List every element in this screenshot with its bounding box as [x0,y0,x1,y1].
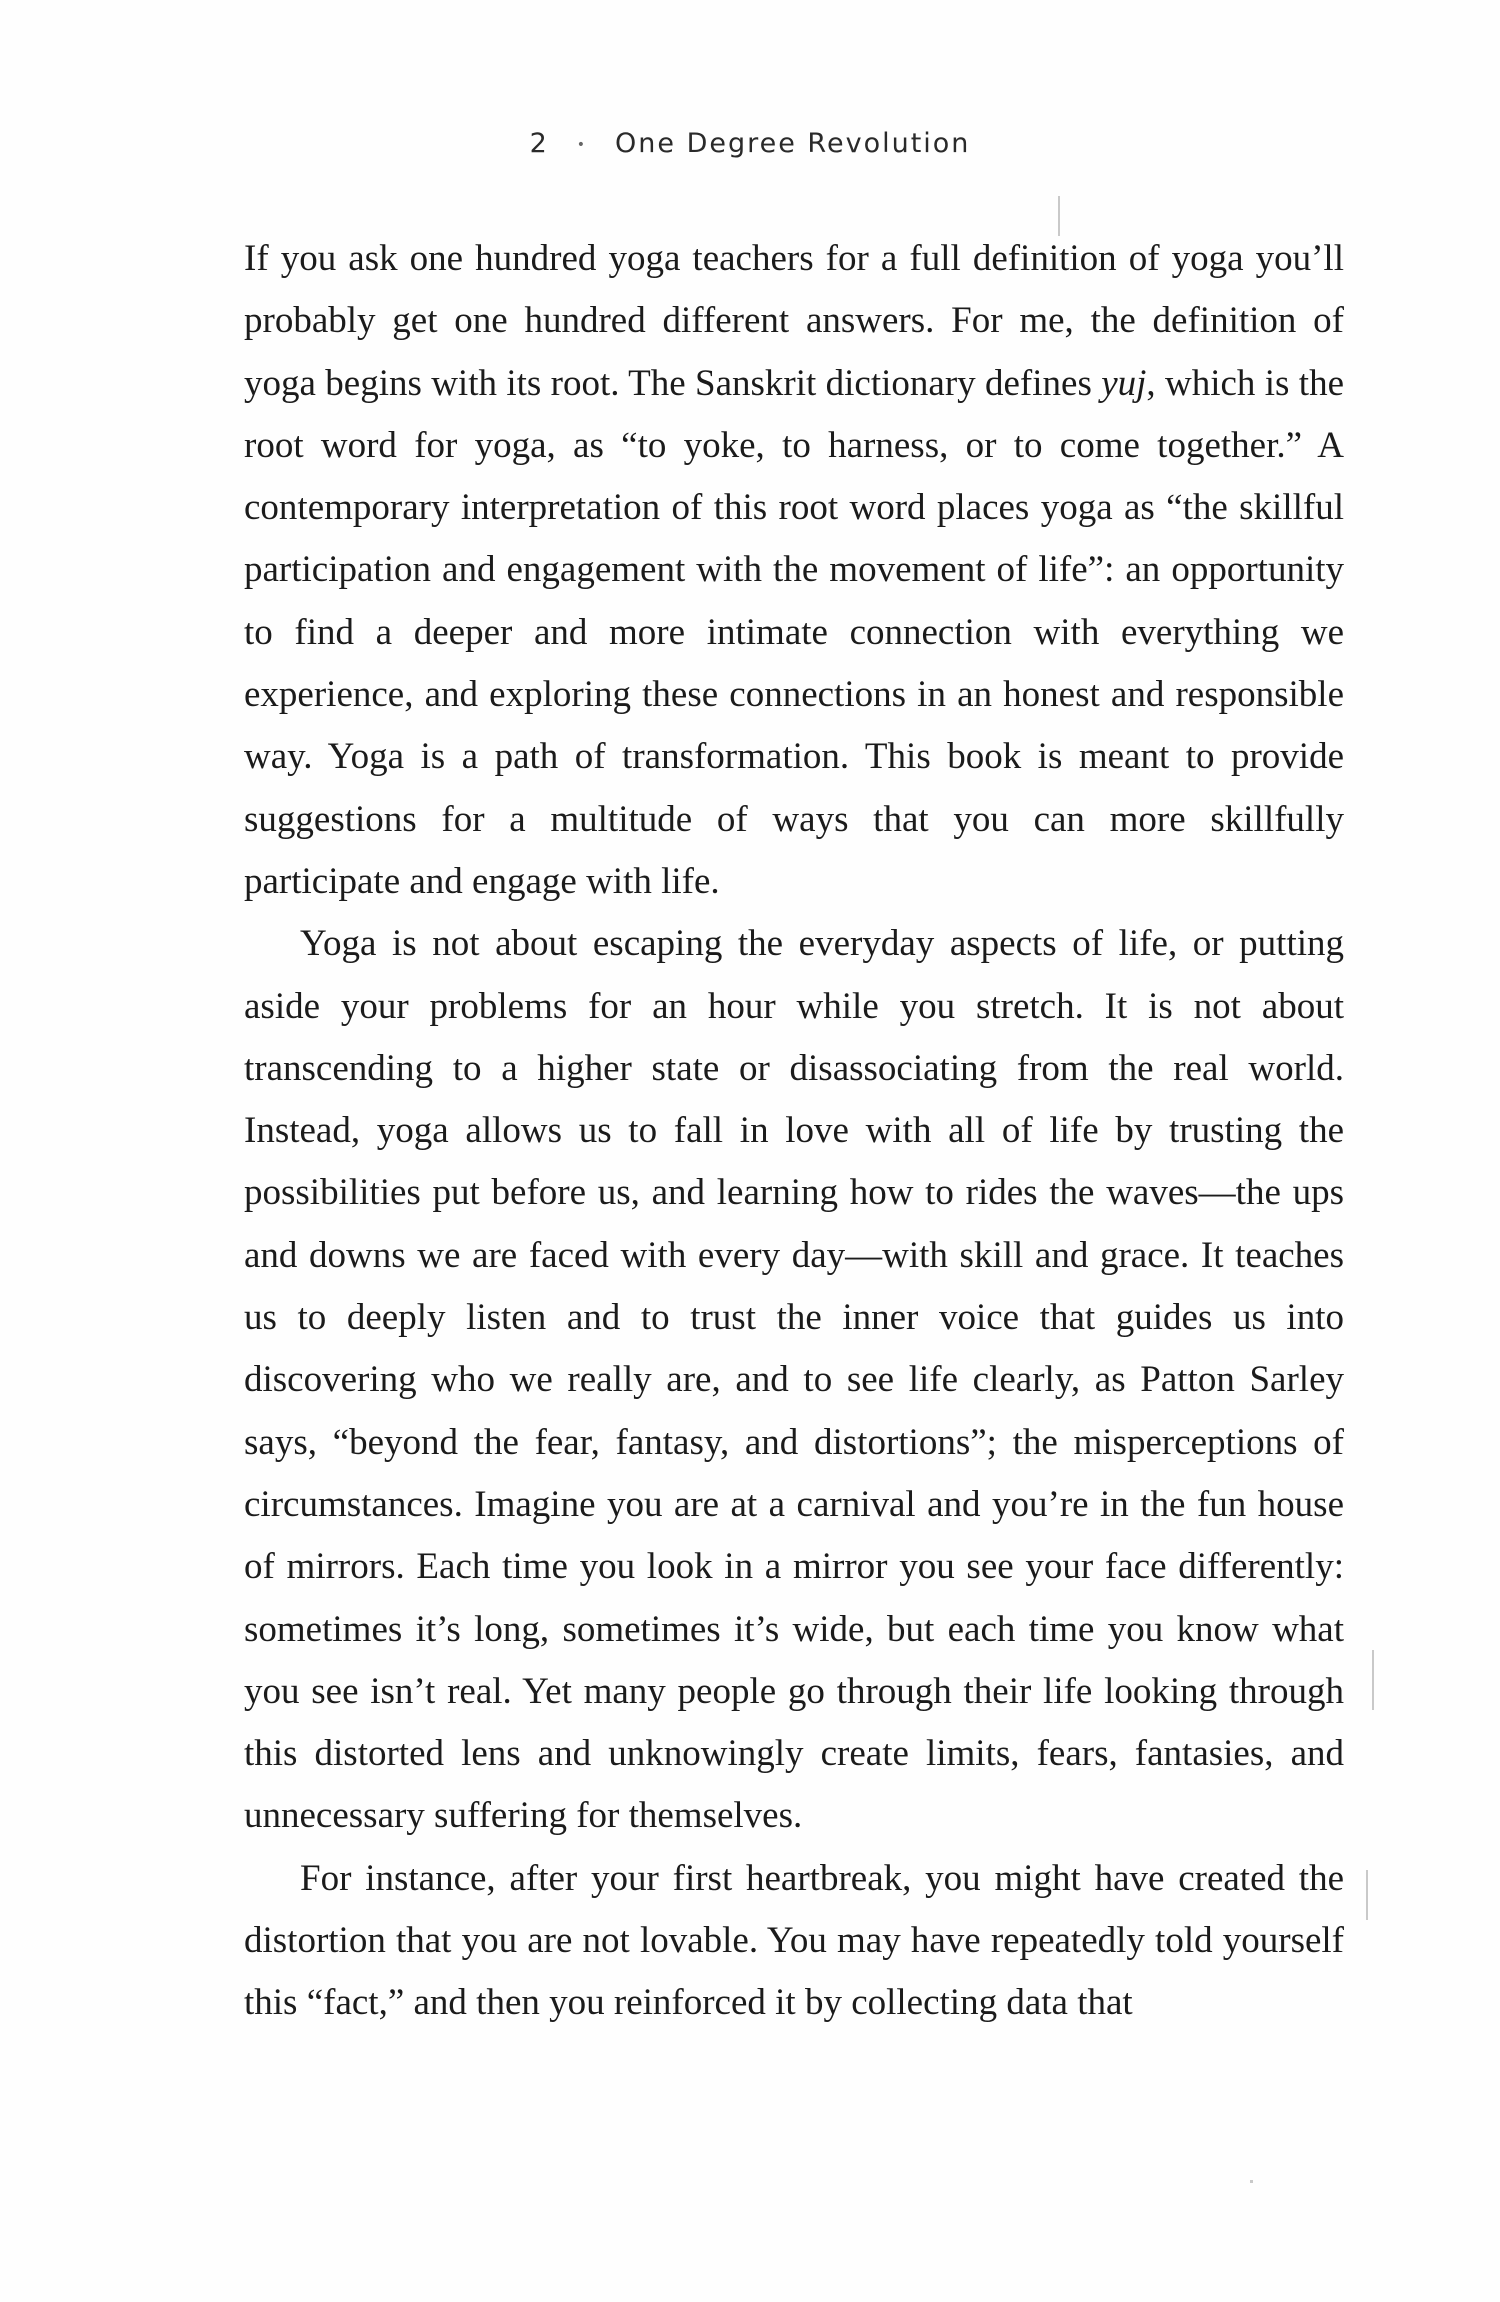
running-header [0,128,1500,159]
scan-artifact [1250,2180,1253,2183]
scan-artifact [1372,1650,1374,1710]
paragraph-2: Yoga is not about escaping the everyday aspects of life, or putting aside your problems for an hour while you stretch. It is not about transcending to a higher state or disassociating from the real world. Instead, yoga allows us to fall in love with all of life by trusting the possibilities put before us, and learning how to rides the waves—the ups and downs we are faced with every day—with skill and grace. It teaches us to deeply listen and to trust the inner voice that guides us into discovering who we really are, and to see life clearly, as Patton Sarley says, “beyond the fear, fantasy, and distortions”; the misperceptions of circumstances. Imagine you are at a carnival and you’re in the fun house of mirrors. Each time you look in a mirror you see your face differently: sometimes it’s long, sometimes it’s wide, but each time you know what you see isn’t real. Yet many people go through their life looking through this distorted lens and unknowingly create limits, fears, fantasies, and unnecessary suffering for themselves. [244,923,1344,1837]
paragraph-1-text-a: If you ask one hundred yoga teachers for a full definition of yoga you’ll probably get one hundred different answers. For me, the definition of yoga begins with its root. The Sanskrit dictionary defines [244,238,1344,404]
sanskrit-term: yuj [1101,362,1147,404]
paragraph-3: For instance, after your first heartbreak, you might have created the distortion that you are not lovable. You may have repeatedly told yourself this “fact,” and then you reinforced it by collecting data that [244,1857,1344,2024]
header-separator: • [576,136,588,153]
paragraph-1-text-b: , which is the root word for yoga, as “to yoke, to harness, or to come together.” A contemporary interpretation of this root word places yoga as “the skillful participation and engagement with the movement of life”: an opportunity to find a deeper and more intimate connection with everything we experience, and exploring these connections in an honest and responsible way. Yoga is a path of transformation. This book is meant to provide suggestions for a multitude of ways that you can more skillfully participate and engage with life. [244,362,1344,902]
book-title: One Degree Revolution [615,128,971,159]
paragraph-1 [244,228,1344,913]
scan-artifact [1366,1870,1368,1920]
scan-artifact [1058,196,1060,236]
page-number: 2 [529,128,549,159]
body-text [244,228,1344,2035]
